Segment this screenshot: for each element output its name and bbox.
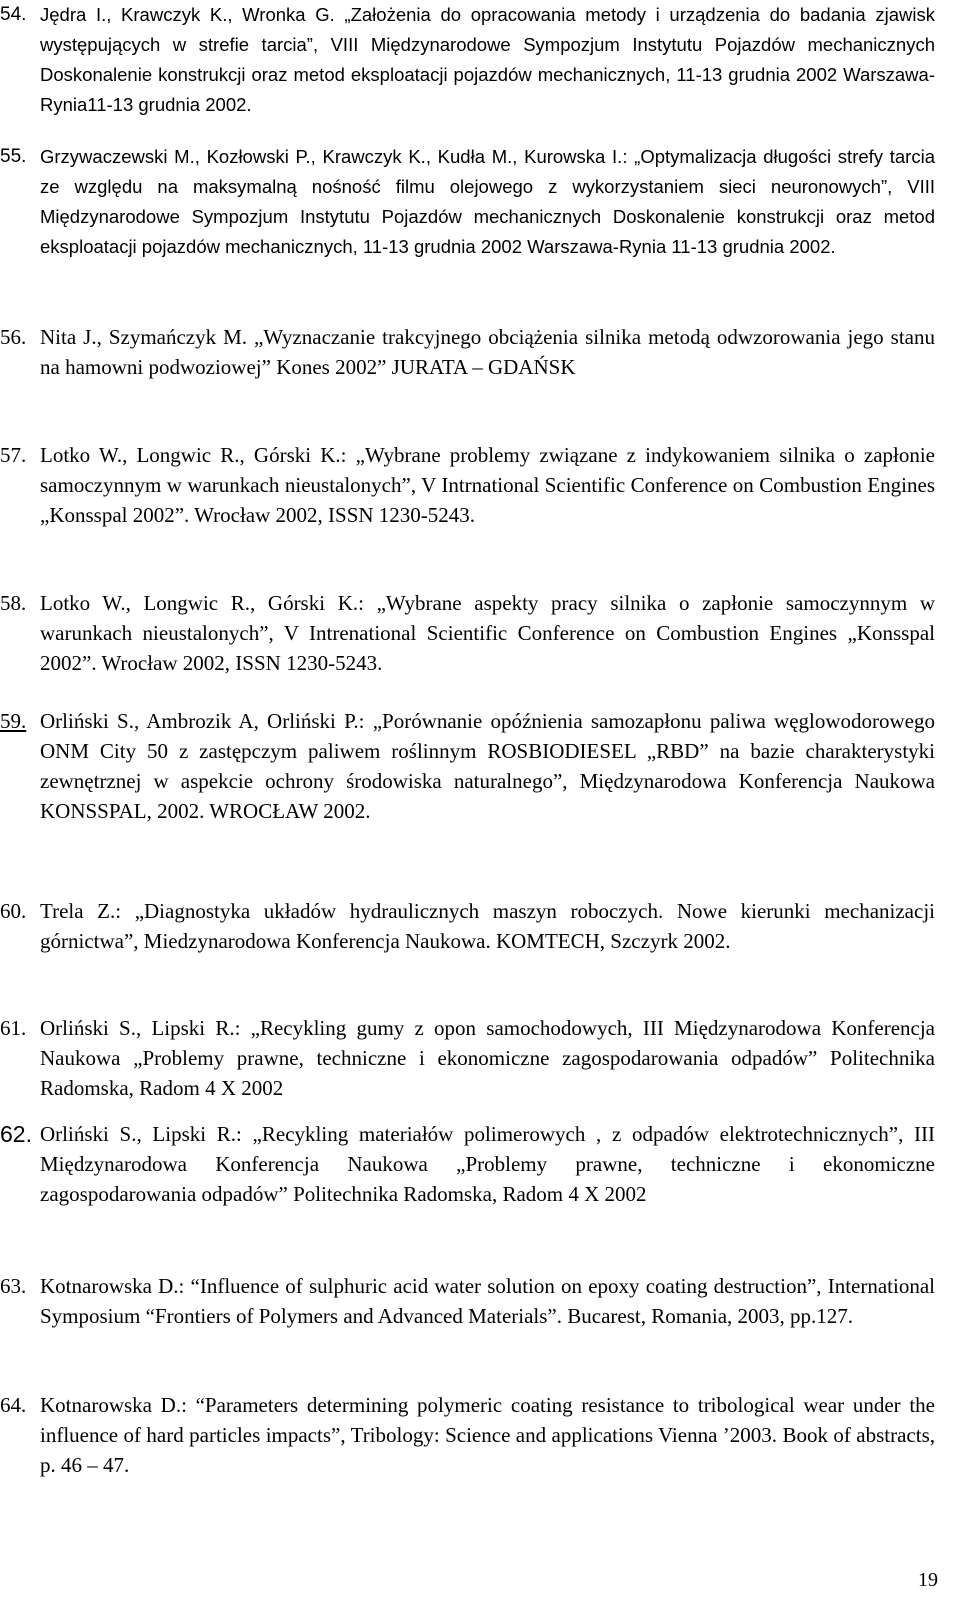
reference-number: 60.: [0, 899, 27, 923]
page-number: 19: [918, 1569, 938, 1591]
reference-text: Orliński S., Lipski R.: „Recykling gumy z opon samochodowych, III Międzynarodowa Konferencja Naukowa „Problemy prawne, techniczne i ekonomiczne zagospodarowania odpadów” Politechnika Radomska, Radom 4 X 2002: [40, 1016, 935, 1100]
reference-number: 62.: [0, 1121, 32, 1147]
reference-text: Lotko W., Longwic R., Górski K.: „Wybrane problemy związane z indykowaniem silnika o zapłonie samoczynnym w warunkach nieustalonych”, V Intrnational Scientific Conference on Combustion Engines „Konsspal 2002”. Wrocław 2002, ISSN 1230-5243.: [40, 443, 935, 527]
reference-text: Grzywaczewski M., Kozłowski P., Krawczyk K., Kudła M., Kurowska I.: „Optymalizacja długości strefy tarcia ze względu na maksymalną nośność filmu olejowego z wykorzystaniem sieci neuronowych”, VIII Międzynarodowe Sympozjum Instytutu Pojazdów mechanicznych Doskonalenie konstrukcji oraz metod eksploatacji pojazdów mechanicznych, 11-13 grudnia 2002 Warszawa-Rynia 11-13 grudnia 2002.: [40, 146, 935, 257]
reference-text: Nita J., Szymańczyk M. „Wyznaczanie trakcyjnego obciążenia silnika metodą odwzorowania jego stanu na hamowni podwoziowej” Kones 2002” JURATA – GDAŃSK: [40, 325, 935, 379]
reference-text: Lotko W., Longwic R., Górski K.: „Wybrane aspekty pracy silnika o zapłonie samoczynnym w warunkach nieustalonych”, V Intrenational Scientific Conference on Combustion Engines „Konsspal 2002”. Wrocław 2002, ISSN 1230-5243.: [40, 591, 935, 675]
reference-number: 59.: [0, 709, 27, 733]
reference-text: Trela Z.: „Diagnostyka układów hydraulicznych maszyn roboczych. Nowe kierunki mechanizacji górnictwa”, Miedzynarodowa Konferencja Naukowa. KOMTECH, Szczyrk 2002.: [40, 899, 935, 953]
reference-text: Jędra I., Krawczyk K., Wronka G. „Założenia do opracowania metody i urządzenia do badania zjawisk występujących w strefie tarcia”, VIII Międzynarodowe Sympozjum Instytutu Pojazdów mechanicznych Doskonalenie konstrukcji oraz metod eksploatacji pojazdów mechanicznych, 11-13 grudnia 2002 Warszawa-Rynia11-13 grudnia 2002.: [40, 4, 935, 115]
reference-number: 64.: [0, 1393, 27, 1417]
reference-number: 54.: [0, 4, 27, 25]
reference-number: 58.: [0, 591, 27, 615]
reference-text: Orliński S., Ambrozik A, Orliński P.: „Porównanie opóźnienia samozapłonu paliwa węglowodorowego ONM City 50 z zastępczym paliwem roślinnym ROSBIODIESEL „RBD” na bazie charakterystyki zewnętrznej w aspekcie ochrony środowiska naturalnego”, Międzynarodowa Konferencja Naukowa KONSSPAL, 2002. WROCŁAW 2002.: [40, 709, 935, 823]
reference-text: Orliński S., Lipski R.: „Recykling materiałów polimerowych , z odpadów elektrotechnicznych”, III Międzynarodowa Konferencja Naukowa „Problemy prawne, techniczne i ekonomiczne zagospodarowania odpadów” Politechnika Radomska, Radom 4 X 2002: [40, 1122, 935, 1206]
reference-number: 63.: [0, 1274, 27, 1298]
reference-number: 61.: [0, 1016, 27, 1040]
reference-number: 55.: [0, 146, 27, 167]
reference-number: 57.: [0, 443, 27, 467]
reference-text: Kotnarowska D.: “Parameters determining polymeric coating resistance to tribological wear under the influence of hard particles impacts”, Tribology: Science and applications Vienna ’2003. Book of abstracts, p. 46 – 47.: [40, 1393, 935, 1477]
reference-number: 56.: [0, 325, 27, 349]
reference-text: Kotnarowska D.: “Influence of sulphuric acid water solution on epoxy coating destruction”, International Symposium “Frontiers of Polymers and Advanced Materials”. Bucarest, Romania, 2003, pp.127.: [40, 1274, 935, 1328]
